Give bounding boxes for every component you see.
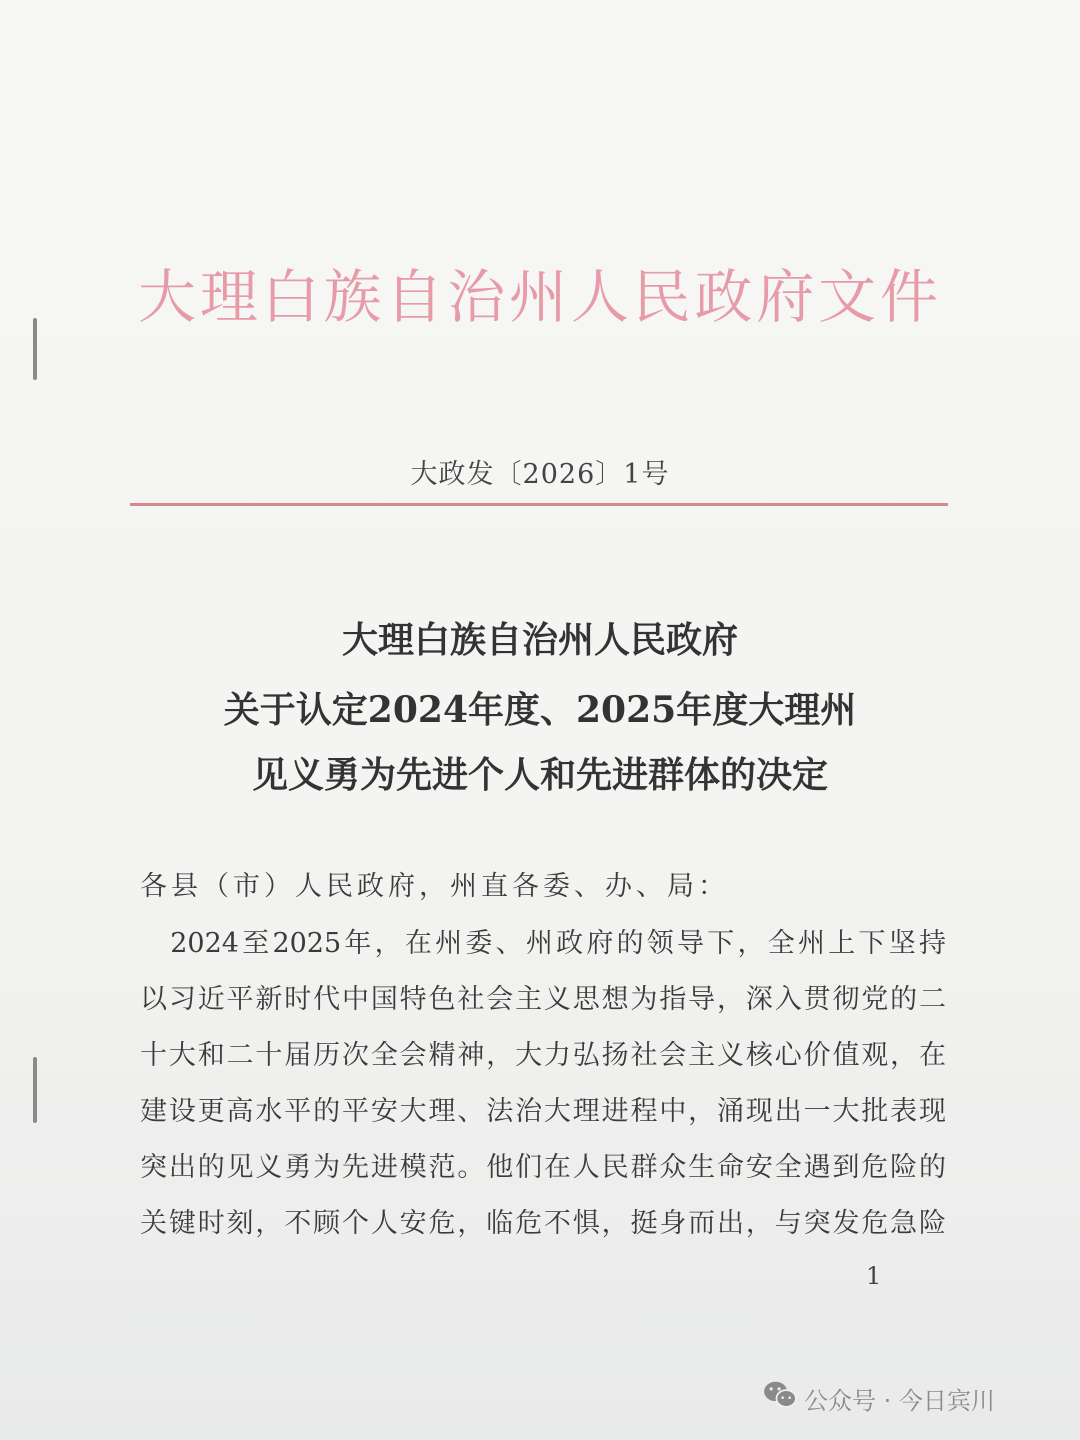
body-line: 关键时刻，不顾个人安危，临危不惧，挺身而出，与突发危急险 <box>140 1208 946 1239</box>
red-divider <box>130 503 948 506</box>
body-line: 以习近平新时代中国特色社会主义思想为指导，深入贯彻党的二 <box>140 984 946 1015</box>
title-line-1: 大理白族自治州人民政府 <box>341 619 738 661</box>
body-line: 十大和二十届历次全会精神，大力弘扬社会主义核心价值观，在 <box>140 1040 946 1071</box>
issuer-header: 大理白族自治州人民政府文件 <box>138 263 938 331</box>
page-number: 1 <box>866 1262 882 1290</box>
body-line: 突出的见义勇为先进模范。他们在人民群众生命安全遇到危险的 <box>140 1152 946 1183</box>
watermark-text: 公众号 · 今日宾川 <box>804 1386 995 1415</box>
salutation: 各县（市）人民政府，州直各委、办、局： <box>140 871 729 902</box>
body-line: 建设更高水平的平安大理、法治大理进程中，涌现出一大批表现 <box>140 1096 946 1127</box>
body-line: 2024至2025年，在州委、州政府的领导下，全州上下坚持 <box>140 928 946 959</box>
title-line-2: 关于认定2024年度、2025年度大理州 <box>223 689 857 731</box>
document-number: 大政发〔2026〕1号 <box>410 459 670 490</box>
binder-mark-bottom <box>33 1057 37 1123</box>
binder-mark-top <box>33 318 37 380</box>
watermark <box>762 1380 1062 1416</box>
title-line-3: 见义勇为先进个人和先进群体的决定 <box>251 754 828 796</box>
wechat-icon <box>762 1380 798 1416</box>
